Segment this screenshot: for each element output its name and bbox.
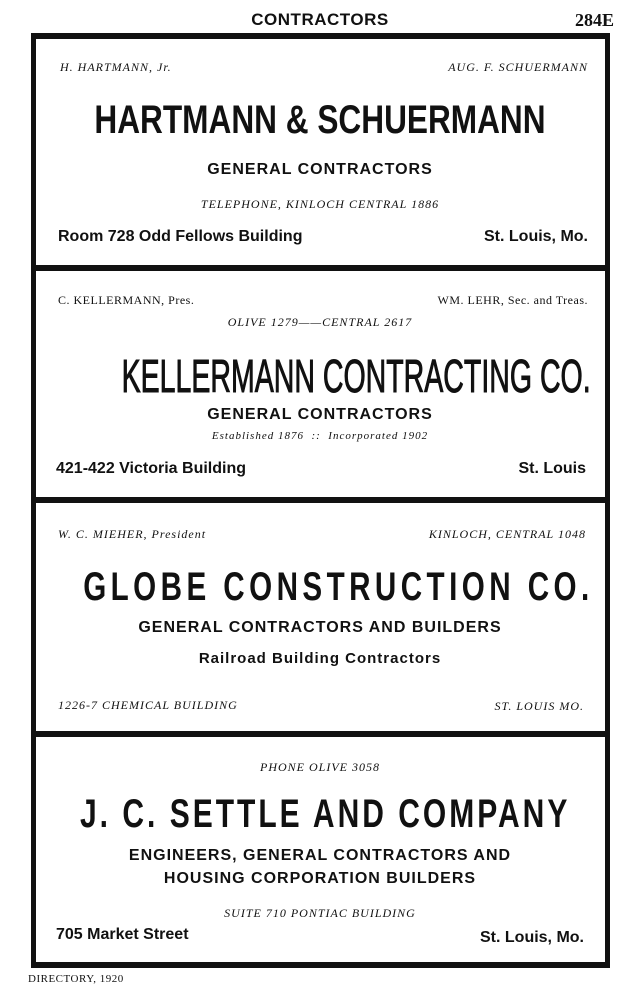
ad1-left-name: H. HARTMANN, Jr. (60, 60, 172, 74)
ad3-address: 1226-7 CHEMICAL BUILDING (58, 698, 238, 712)
ad1-right-name: AUG. F. SCHUERMANN (448, 60, 588, 74)
ad3-right-name: KINLOCH, CENTRAL 1048 (428, 527, 586, 541)
bottom-rule (31, 962, 610, 968)
ad1-city: St. Louis, Mo. (484, 228, 588, 245)
ad2-left-name: C. KELLERMANN, Pres. (58, 293, 195, 307)
page-title: CONTRACTORS (251, 10, 389, 29)
divider-2 (31, 497, 610, 503)
ad2-tagline: GENERAL CONTRACTORS (207, 406, 433, 423)
ad4-city: St. Louis, Mo. (480, 929, 584, 946)
ad4-tagline-1: ENGINEERS, GENERAL CONTRACTORS AND (128, 847, 512, 864)
ad3-company-name: GLOBE CONSTRUCTION CO. (83, 565, 594, 609)
ad2-city: St. Louis (518, 460, 586, 477)
ad1-phone: TELEPHONE, KINLOCH CENTRAL 1886 (200, 197, 440, 211)
ad4-tagline-2: HOUSING CORPORATION BUILDERS (163, 870, 477, 887)
ad4-phone: PHONE OLIVE 3058 (260, 760, 380, 774)
divider-3 (31, 731, 610, 737)
ad3-tagline: GENERAL CONTRACTORS AND BUILDERS (138, 619, 502, 636)
divider-1 (31, 265, 610, 271)
ad2-company-name: KELLERMANN CONTRACTING CO. (121, 350, 591, 402)
ad1-company-name: HARTMANN & SCHUERMANN (94, 98, 546, 142)
ad3-city: ST. LOUIS MO. (494, 699, 584, 713)
ad2-phone: OLIVE 1279——CENTRAL 2617 (227, 315, 413, 329)
ad3-left-name: W. C. MIEHER, President (58, 527, 207, 541)
ad4-address: 705 Market Street (56, 926, 189, 943)
ad2-address: 421-422 Victoria Building (56, 460, 246, 477)
page-footer: DIRECTORY, 1920 (28, 973, 124, 985)
ad1-tagline: GENERAL CONTRACTORS (207, 161, 433, 178)
ad2-right-name: WM. LEHR, Sec. and Treas. (437, 293, 588, 307)
page-number: 284E (574, 10, 614, 30)
ad1-address: Room 728 Odd Fellows Building (58, 228, 303, 245)
ad2-established: Established 1876 :: Incorporated 1902 (211, 430, 429, 442)
ad3-tagline-2: Railroad Building Contractors (198, 650, 442, 667)
ad4-company-name: J. C. SETTLE AND COMPANY (80, 792, 571, 836)
ad4-suite: SUITE 710 PONTIAC BUILDING (224, 906, 416, 920)
